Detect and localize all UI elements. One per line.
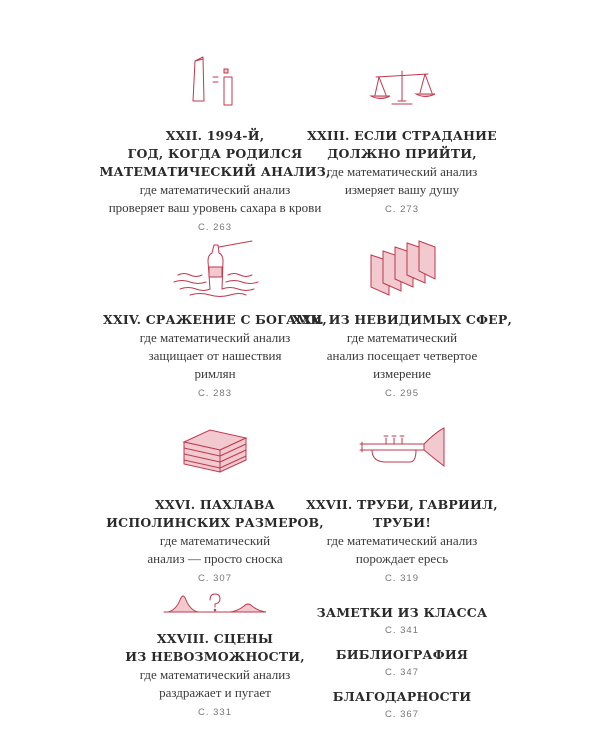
entry-title-line: XXIII. ЕСЛИ СТРАДАНИЕ (307, 128, 497, 143)
balance-scale-icon (362, 55, 442, 113)
entry-desc-line: анализ — просто сноска (147, 551, 283, 566)
curves-question-icon (160, 586, 270, 620)
entry-desc-line: измеряет вашу душу (344, 182, 460, 197)
stacked-squares-icon (357, 237, 447, 299)
page-number: С. 331 (198, 707, 232, 718)
page-number: С. 295 (385, 388, 419, 399)
entry-title-line: XXVI. ПАХЛАВА (155, 497, 275, 512)
page-number: С. 319 (385, 573, 419, 584)
fraction-blocks-icon (175, 55, 255, 113)
toc-entry-xxiii (282, 55, 522, 215)
entry-desc-line: измерение (373, 366, 431, 381)
page-number: С. 263 (198, 222, 232, 233)
entry-title-line: XXVII. ТРУБИ, ГАВРИИЛ, (306, 497, 498, 512)
entry-desc-line: где математический анализ (139, 330, 291, 345)
toc-entry-xxv (282, 237, 522, 399)
trumpet-icon (352, 420, 452, 482)
entry-title-line: XXIV. СРАЖЕНИЕ С БОГАМИ, (103, 312, 327, 327)
appendix-entry-acknowledgements (282, 688, 522, 720)
entry-title-line: XXV. ИЗ НЕВИДИМЫХ СФЕР, (291, 312, 513, 327)
entry-desc-line: где математический анализ (326, 164, 478, 179)
toc-entry-xxvii (282, 420, 522, 584)
baklava-icon (170, 420, 260, 482)
entry-title-line: ТРУБИ! (372, 515, 432, 530)
entry-title-line: ДОЛЖНО ПРИЙТИ, (327, 146, 477, 161)
entry-title-line: ИЗ НЕВОЗМОЖНОСТИ, (125, 649, 305, 664)
entry-title-line: МАТЕМАТИЧЕСКИЙ АНАЛИЗ, (99, 164, 331, 179)
page-number: С. 283 (198, 388, 232, 399)
entry-desc-line: защищает от нашествия (148, 348, 282, 363)
appendix-title: ЗАМЕТКИ ИЗ КЛАССА (316, 605, 488, 620)
entry-desc-line: где математический анализ (139, 667, 291, 682)
appendix-entry-bibliography (282, 646, 522, 678)
entry-desc-line: раздражает и пугает (159, 685, 271, 700)
appendix-entry-notes (282, 604, 522, 636)
page-number: С. 347 (385, 667, 419, 678)
entry-title-line: ИСПОЛИНСКИХ РАЗМЕРОВ, (106, 515, 324, 530)
bottle-in-water-icon (170, 237, 260, 299)
appendix-title: БИБЛИОГРАФИЯ (335, 647, 469, 662)
entry-desc-line: анализ посещает четвертое (326, 348, 478, 363)
page-number: С. 273 (385, 204, 419, 215)
entry-desc-line: где математический анализ (139, 182, 291, 197)
entry-desc-line: римлян (194, 366, 236, 381)
entry-desc-line: порождает ересь (355, 551, 449, 566)
entry-desc-line: где математический анализ (326, 533, 478, 548)
entry-desc-line: где математический (346, 330, 458, 345)
page-number: С. 307 (198, 573, 232, 584)
page-number: С. 367 (385, 709, 419, 720)
appendix-list (282, 604, 522, 720)
entry-title-line: ГОД, КОГДА РОДИЛСЯ (127, 146, 303, 161)
entry-title-line: XXVIII. СЦЕНЫ (156, 631, 274, 646)
entry-title-line: XXII. 1994-Й, (165, 128, 265, 143)
entry-desc-line: где математический (159, 533, 271, 548)
page-number: С. 341 (385, 625, 419, 636)
appendix-title: БЛАГОДАРНОСТИ (332, 689, 472, 704)
entry-desc-line: проверяет ваш уровень сахара в крови (108, 200, 322, 215)
